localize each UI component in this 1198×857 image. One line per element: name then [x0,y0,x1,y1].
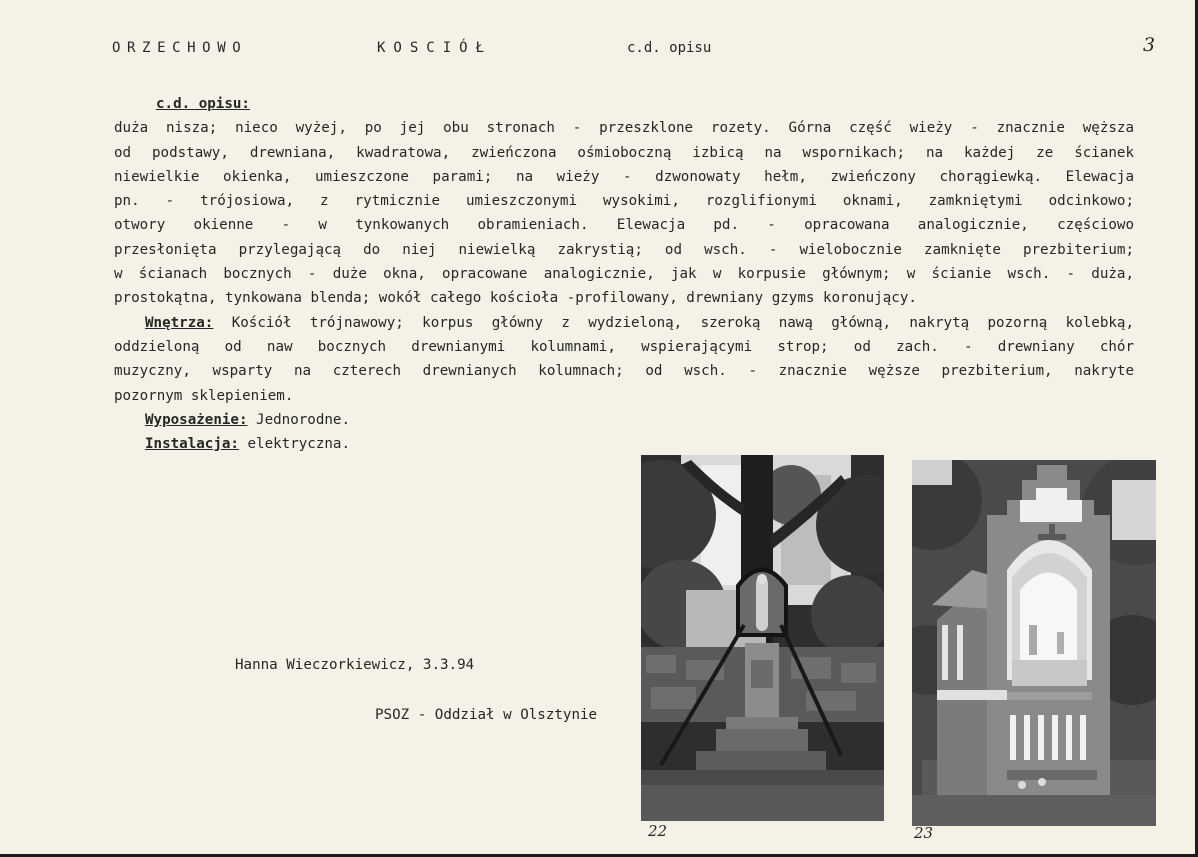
text-line: pn. - trójosiowa, z rytmicznie umieszczonymi wysokimi, rozglifionymi oknami, zamkniętymi odcinkowo; [114,193,1134,210]
interior-line [114,311,1134,335]
text-line: przesłonięta przylegającą do niej niewielką zakrystią; od wsch. - wielobocznie zamknięte prezbiterium; [114,241,1134,258]
furnishing-label: Wyposażenie: [145,411,248,428]
installation-label: Instalacja: [145,436,239,453]
interior-text: Kościół trójnawowy; korpus główny z wydzieloną, szeroką nawą główną, nakrytą pozorną kolebką, [231,314,1134,331]
interior-label: Wnętrza: [145,314,214,331]
furnishing-line [114,408,1134,432]
text-line: w ścianach bocznych - duże okna, opracowane analogicznie, jak w korpusie głównym; w ścianie wsch. - duża, [114,266,1134,283]
installation-line [114,432,1134,456]
author-signature: Hanna Wieczorkiewicz, 3.3.94 [235,657,475,673]
section-heading: c.d. opisu: [156,96,250,112]
photo-brick-chapel [912,460,1156,826]
description-text [114,92,1134,456]
installation-value: elektryczna. [247,436,351,453]
text-line: oddzieloną od naw bocznych drewnianymi kolumnami, wspierającymi strop; od zach. - drewniany chór [114,338,1134,355]
text-line: duża nisza; nieco wyżej, po jej obu stronach - przeszklone rozety. Górna część wieży - znacznie węższa [114,120,1134,137]
header-town: ORZECHOWO [112,40,248,56]
text-line: muzyczny, wsparty na czterech drewnianych kolumnach; od wsch. - znacznie węższe prezbiterium, nakryte [114,363,1134,380]
text-line: niewielkie okienka, umieszczone parami; na wieży - dzwonowaty hełm, zwieńczony chorągiewką. Elewacja [114,168,1134,185]
text-line: od podstawy, drewniana, kwadratowa, zwieńczona ośmioboczną izbicą na wspornikach; na każdej ze ścianek [114,144,1134,161]
text-line: pozornym sklepieniem. [114,387,294,404]
photo-number-23: 23 [914,824,934,842]
text-line: prostokątna, tynkowana blenda; wokół całego kościoła -profilowany, drewniany gzyms koronujący. [114,290,917,307]
header-continuation: c.d. opisu [627,40,712,56]
organization-name: PSOZ - Oddział w Olsztynie [375,707,598,723]
page-number: 3 [1143,34,1156,56]
photo-shrine-tree [641,455,884,821]
photo-number-22: 22 [648,822,668,840]
text-line: otwory okienne - w tynkowanych obramieniach. Elewacja pd. - opracowana analogicznie, częściowo [114,217,1134,234]
furnishing-value: Jednorodne. [256,411,351,428]
header-object: KOSCIÓŁ [377,40,493,56]
